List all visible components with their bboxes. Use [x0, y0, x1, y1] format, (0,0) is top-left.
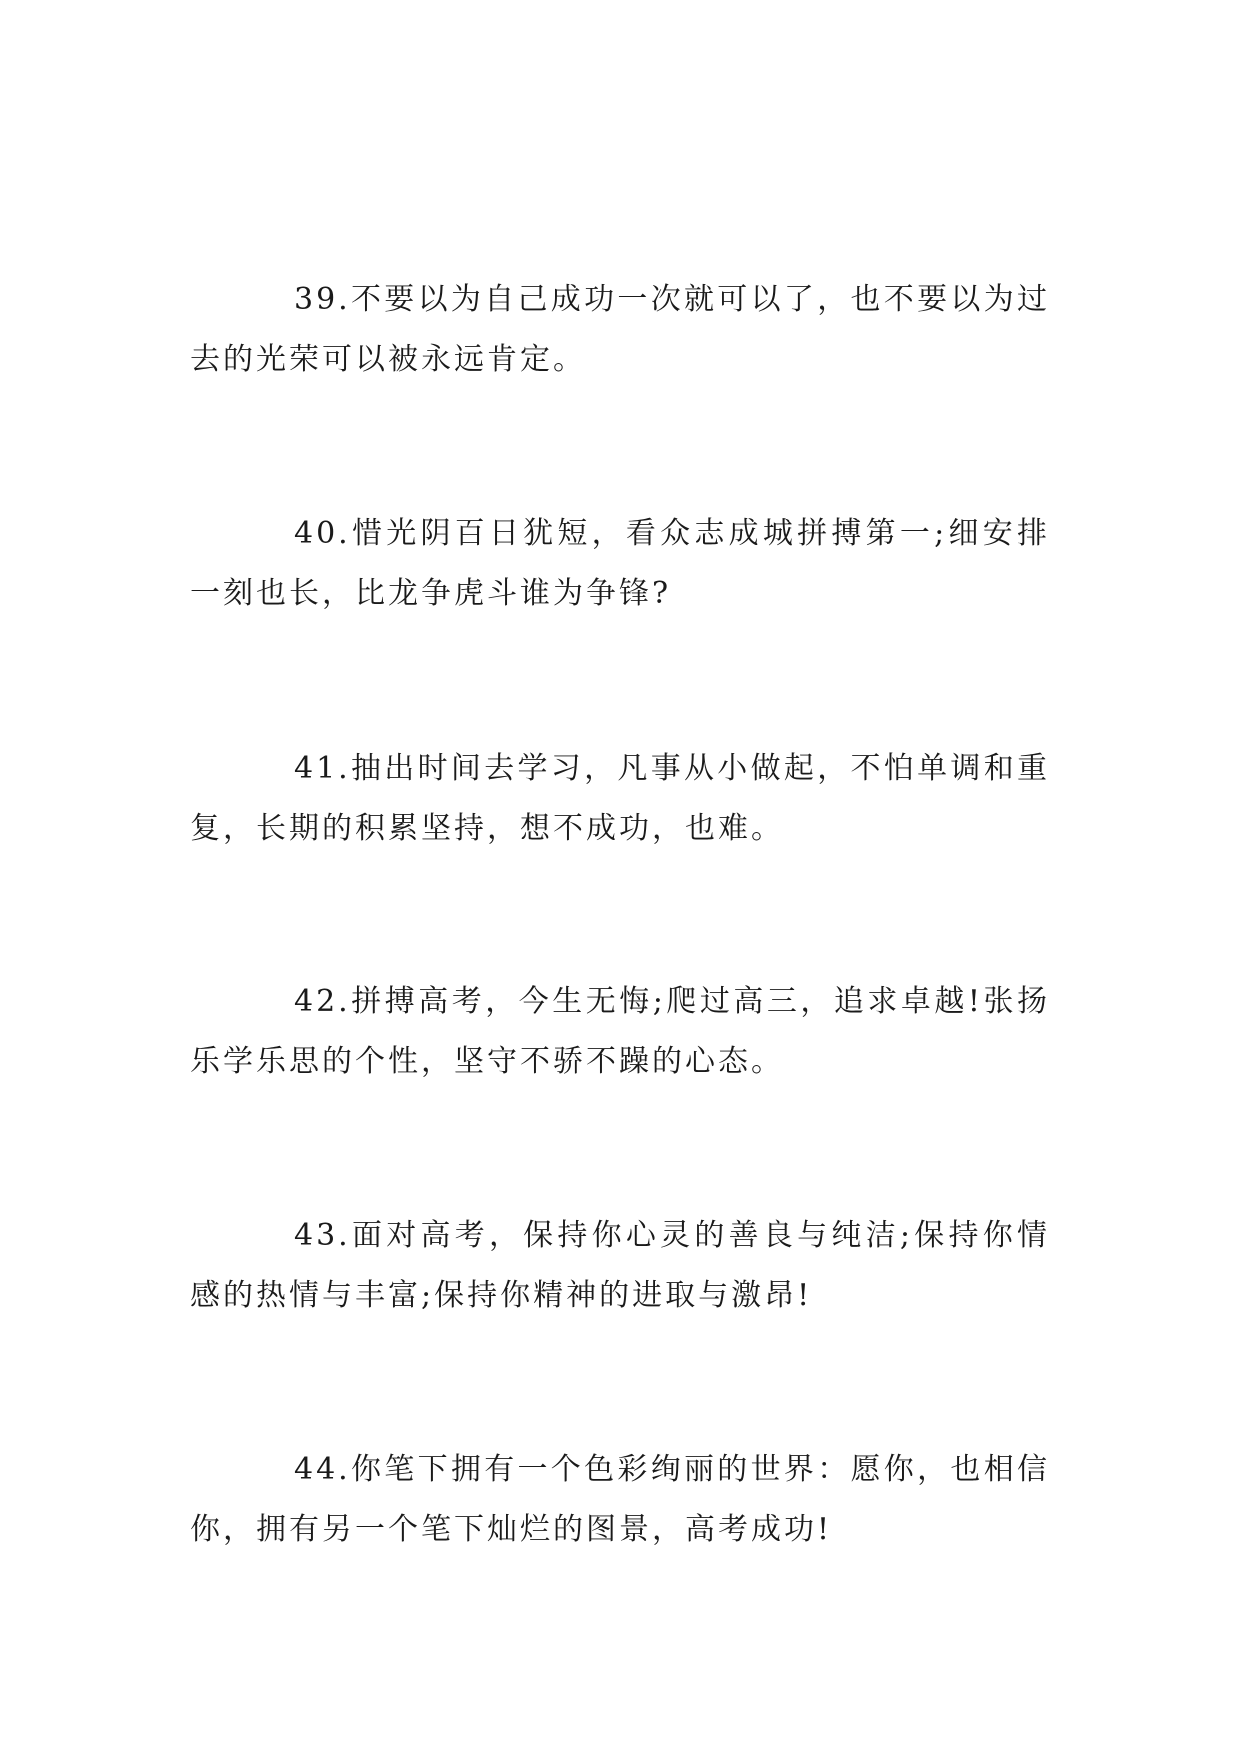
- quote-paragraph-42: 42.拼搏高考，今生无悔;爬过高三，追求卓越!张扬乐学乐思的个性，坚守不骄不躁的心态。: [190, 984, 1050, 1079]
- quote-paragraph-43: 43.面对高考，保持你心灵的善良与纯洁;保持你情感的热情与丰富;保持你精神的进取与激昂!: [190, 1218, 1050, 1313]
- quote-paragraph-41: 41.抽出时间去学习，凡事从小做起，不怕单调和重复，长期的积累坚持，想不成功，也难。: [190, 751, 1050, 846]
- quote-paragraph-40: 40.惜光阴百日犹短，看众志成城拼搏第一;细安排一刻也长，比龙争虎斗谁为争锋?: [190, 516, 1050, 611]
- quote-paragraph-44: 44.你笔下拥有一个色彩绚丽的世界：愿你，也相信你，拥有另一个笔下灿烂的图景，高考成功!: [190, 1452, 1050, 1547]
- quote-paragraph-39: 39.不要以为自己成功一次就可以了，也不要以为过去的光荣可以被永远肯定。: [190, 282, 1050, 377]
